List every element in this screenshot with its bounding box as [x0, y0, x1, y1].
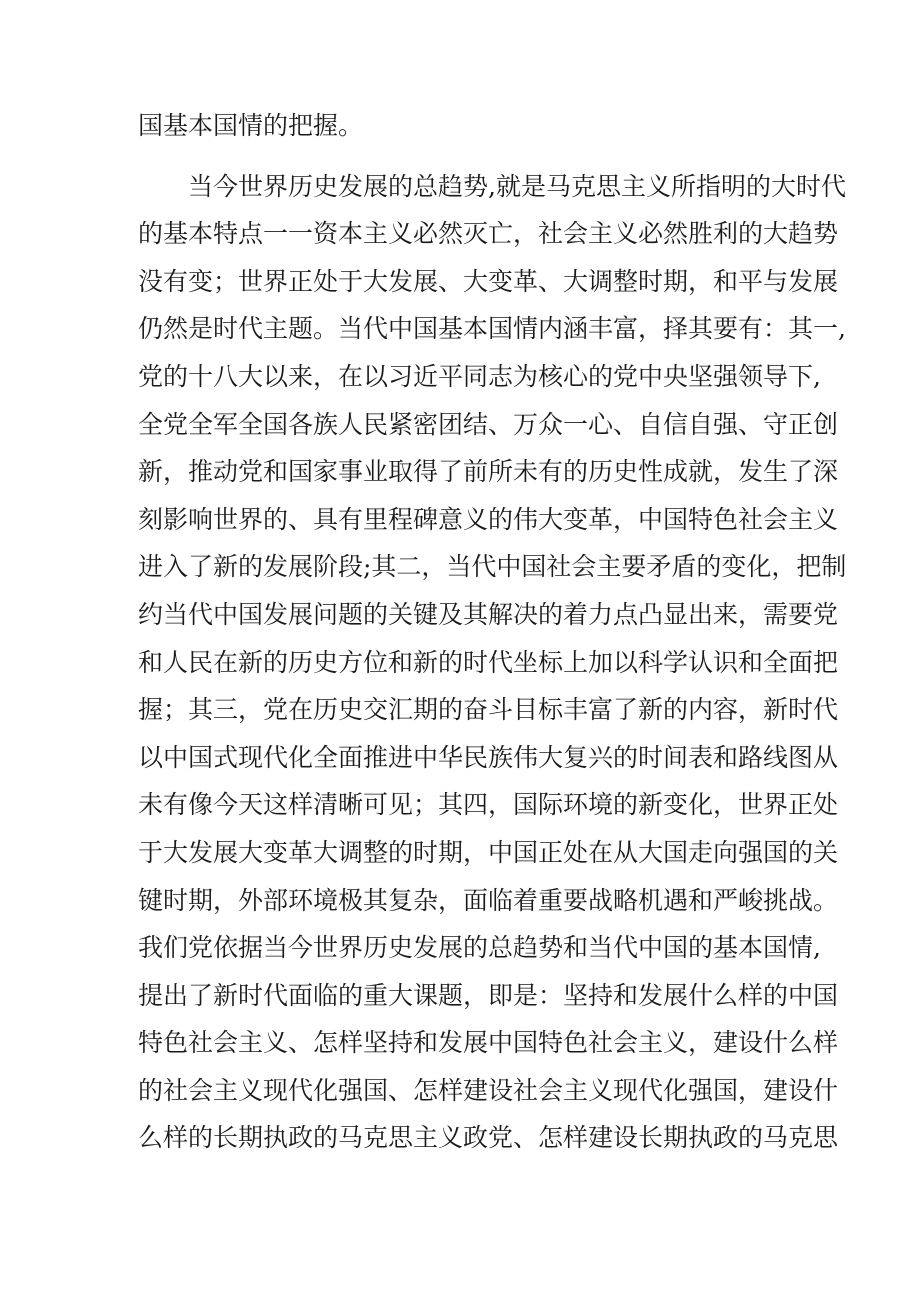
paragraph-line: 么样的长期执政的马克思主义政党、怎样建设长期执政的马克思 [138, 1123, 839, 1153]
paragraph-line: 以中国式现代化全面推进中华民族伟大复兴的时间表和路线图从 [138, 742, 839, 772]
paragraph-line: 仍然是时代主题。当代中国基本国情内涵丰富，择其要有：其一, [138, 314, 846, 344]
paragraph-line: 的社会主义现代化强国、怎样建设社会主义现代化强国，建设什 [138, 1075, 839, 1105]
paragraph-line: 当今世界历史发展的总趋势,就是马克思主义所指明的大时代 [188, 171, 846, 201]
paragraph-line: 提出了新时代面临的重大课题，即是：坚持和发展什么样的中国 [138, 980, 839, 1010]
paragraph-line: 新，推动党和国家事业取得了前所未有的历史性成就，发生了深 [138, 457, 839, 487]
paragraph-line: 约当代中国发展问题的关键及其解决的着力点凸显出来，需要党 [138, 599, 839, 629]
paragraph-line: 特色社会主义、怎样坚持和发展中国特色社会主义，建设什么样 [138, 1028, 839, 1058]
paragraph-line: 没有变；世界正处于大发展、大变革、大调整时期，和平与发展 [138, 266, 839, 296]
paragraph-line: 和人民在新的历史方位和新的时代坐标上加以科学认识和全面把 [138, 647, 839, 677]
paragraph-line: 全党全军全国各族人民紧密团结、万众一心、自信自强、守正创 [138, 409, 839, 439]
paragraph-line: 键时期，外部环境极其复杂，面临着重要战略机遇和严峻挑战。 [138, 885, 839, 915]
paragraph-line: 党的十八大以来，在以习近平同志为核心的党中央坚强领导下, [138, 361, 821, 391]
paragraph-gap [138, 150, 800, 163]
document-body [138, 102, 847, 1162]
paragraph-line: 刻影响世界的、具有里程碑意义的伟大变革，中国特色社会主义 [138, 504, 839, 534]
paragraph-line: 的基本特点一一资本主义必然灭亡，社会主义必然胜利的大趋势 [138, 219, 839, 249]
paragraph-line: 未有像今天这样清晰可见；其四，国际环境的新变化，世界正处 [138, 790, 839, 820]
paragraph-line: 我们党依据当今世界历史发展的总趋势和当代中国的基本国情, [138, 933, 821, 963]
paragraph-line: 于大发展大变革大调整的时期，中国正处在从大国走向强国的关 [138, 837, 839, 867]
paragraph-line: 握；其三，党在历史交汇期的奋斗目标丰富了新的内容，新时代 [138, 695, 839, 725]
paragraph-line: 进入了新的发展阶段;其二，当代中国社会主要矛盾的变化，把制 [138, 552, 847, 582]
paragraph-line: 国基本国情的把握。 [138, 111, 364, 140]
